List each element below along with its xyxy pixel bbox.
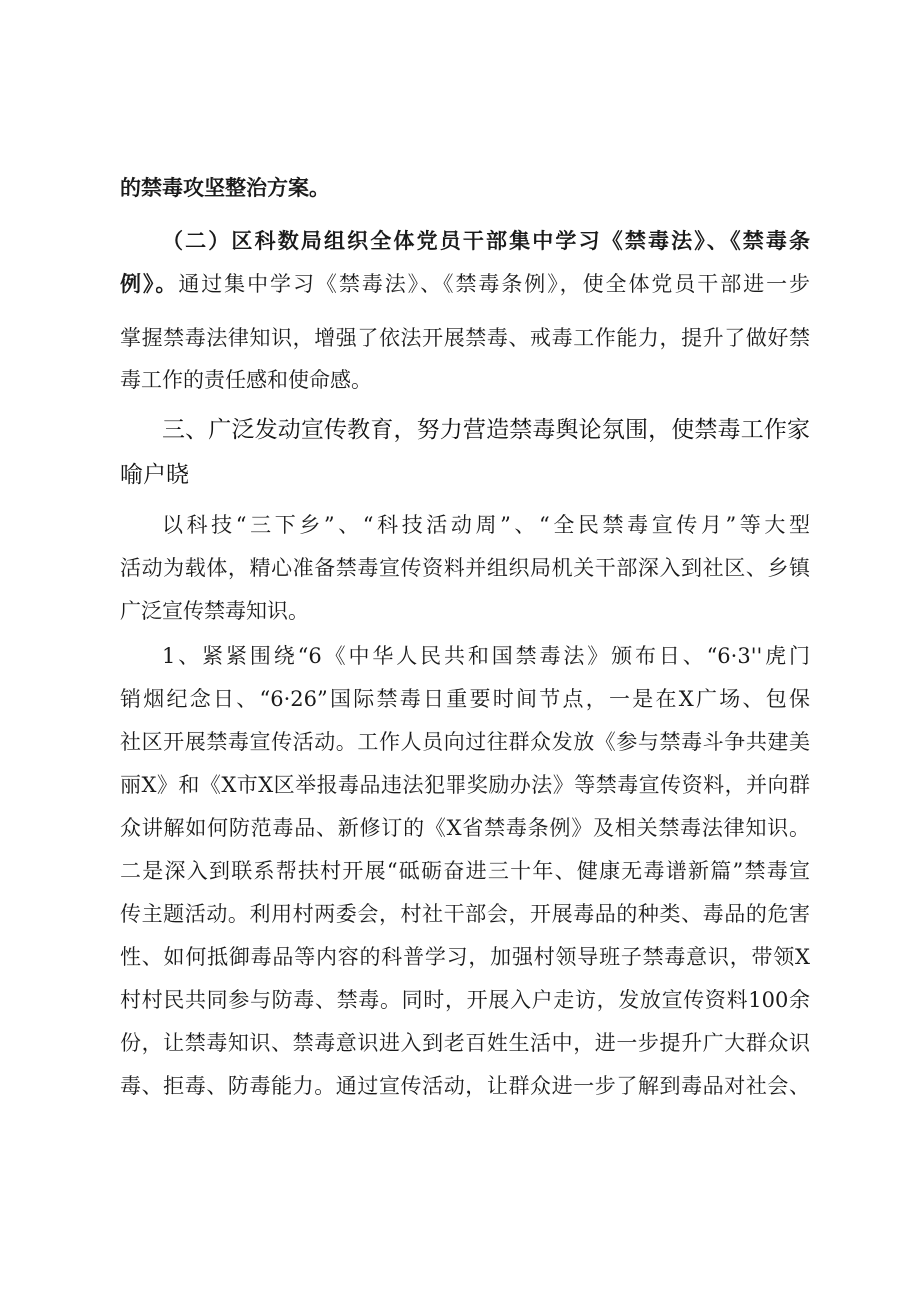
p1-line: 销烟纪念日、“6·26”国际禁毒日重要时间节点，一是在X广场、包保 — [120, 687, 810, 711]
p1-line: 社区开展禁毒宣传活动。工作人员向过往群众发放《参与禁毒斗争共建美 — [120, 730, 810, 754]
section-two-tail: 的禁毒攻坚整治方案。 — [120, 175, 330, 200]
p1-line: 丽X》和《X市X区举报毒品违法犯罪奖励办法》等禁毒宣传资料，并向群 — [120, 773, 810, 797]
p1-line: 二是深入到联系帮扶村开展“砥砺奋进三十年、健康无毒谱新篇”禁毒宣 — [120, 859, 810, 883]
p1-line: 性、如何抵御毒品等内容的科普学习，加强村领导班子禁毒意识，带领X — [120, 945, 810, 969]
intro-line1: 以科技“三下乡”、“科技活动周”、“全民禁毒宣传月”等大型 — [162, 513, 810, 537]
section-three-heading: 三、广泛发动宣传教育，努力营造禁毒舆论氛围，使禁毒工作家 — [162, 417, 810, 443]
intro-line3: 广泛宣传禁毒知识。 — [120, 599, 309, 623]
item-two-line3: 掌握禁毒法律知识，增强了依法开展禁毒、戒毒工作能力，提升了做好禁 — [120, 326, 810, 350]
section-three-heading-end: 喻户晓 — [120, 462, 189, 488]
p1-line: 村村民共同参与防毒、禁毒。同时，开展入户走访，发放宣传资料100余 — [120, 988, 810, 1012]
item-two-line2 — [120, 268, 810, 300]
intro-line2: 活动为载体，精心准备禁毒宣传资料并组织局机关干部深入到社区、乡镇 — [120, 556, 810, 580]
p1-line: 传主题活动。利用村两委会，村社干部会，开展毒品的种类、毒品的危害 — [120, 902, 810, 926]
p1-line: 份，让禁毒知识、禁毒意识进入到老百姓生活中，进一步提升广大群众识 — [120, 1031, 810, 1055]
item-two-heading-end: 例》。 — [120, 271, 179, 296]
item-two-heading: （二）区科数局组织全体党员干部集中学习《禁毒法》、《禁毒条 — [162, 228, 810, 253]
p1-line: 众讲解如何防范毒品、新修订的《X省禁毒条例》及相关禁毒法律知识。 — [120, 816, 810, 840]
p1-line: 1、紧紧围绕“6《中华人民共和国禁毒法》颁布日、“6·3''虎门 — [162, 644, 810, 668]
p1-line: 毒、拒毒、防毒能力。通过宣传活动，让群众进一步了解到毒品对社会、 — [120, 1074, 810, 1098]
item-two-line2-text: 通过集中学习《禁毒法》、《禁毒条例》，使全体党员干部进一步 — [178, 272, 811, 296]
item-two-line4: 毒工作的责任感和使命感。 — [120, 368, 372, 392]
